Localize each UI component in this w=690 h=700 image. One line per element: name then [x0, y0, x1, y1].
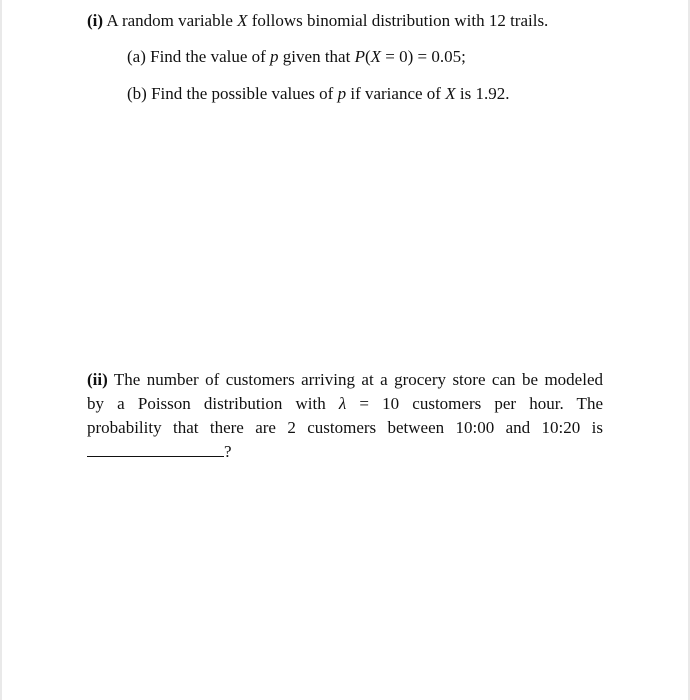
- question-i-part-b: (b) Find the possible values of p if variance of X is 1.92.: [127, 84, 510, 103]
- question-i-stem: (i) A random variable X follows binomial distribution with 12 trails.: [87, 11, 549, 30]
- page-left-edge: [0, 0, 2, 700]
- question-ii-line-2: by a Poisson distribution with λ = 10 customers per hour. The: [87, 394, 603, 413]
- question-ii-label: (ii): [87, 370, 108, 389]
- question-ii: [87, 368, 603, 464]
- question-i-part-a: (a) Find the value of p given that P(X = 0) = 0.05;: [127, 47, 466, 66]
- answer-blank: [87, 440, 224, 457]
- question-ii-line-3: probability that there are 2 customers between 10:00 and 10:20 is: [87, 418, 603, 437]
- question-ii-line-1: (ii) The number of customers arriving at a grocery store can be modeled: [87, 370, 603, 389]
- question-i-label: (i): [87, 11, 104, 30]
- answer-blank-line: ?: [87, 440, 603, 464]
